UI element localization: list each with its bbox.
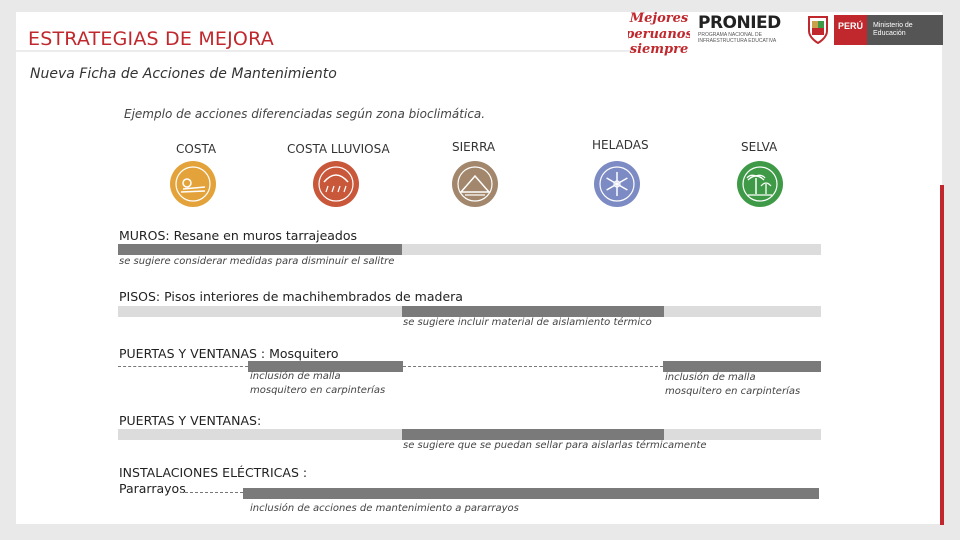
snowflake-icon bbox=[593, 160, 641, 208]
puertas2-note: se sugiere que se puedan sellar para aislarlas térmicamente bbox=[403, 440, 707, 451]
instalaciones-bar-active bbox=[243, 488, 819, 499]
zone-label-heladas: HELADAS bbox=[592, 138, 649, 152]
zone-label-selva: SELVA bbox=[741, 140, 778, 154]
svg-text:siempre: siempre bbox=[629, 42, 689, 56]
example-caption: Ejemplo de acciones diferenciadas según zona bioclimática. bbox=[124, 107, 486, 121]
zone-label-sierra: SIERRA bbox=[452, 140, 496, 154]
pisos-bar-inactive-right bbox=[664, 306, 821, 317]
svg-text:peruanos: peruanos bbox=[628, 27, 690, 42]
pronied-subtitle: PROGRAMA NACIONAL DE INFRAESTRUCTURA EDUCATIVA bbox=[698, 32, 777, 44]
pronied-name: PRONIED bbox=[698, 13, 781, 33]
accent-bar bbox=[940, 185, 944, 525]
puertas1-dash-left bbox=[118, 366, 248, 367]
page-subtitle: Nueva Ficha de Acciones de Mantenimiento bbox=[30, 66, 337, 82]
muros-bar-active bbox=[118, 244, 402, 255]
palm-tree-icon bbox=[736, 160, 784, 208]
pisos-note: se sugiere incluir material de aislamiento térmico bbox=[403, 317, 652, 328]
section-title-instalaciones: INSTALACIONES ELÉCTRICAS : bbox=[119, 465, 308, 480]
header-divider bbox=[16, 50, 636, 52]
minedu-logo bbox=[806, 14, 944, 46]
section-title-pararrayos: Pararrayos bbox=[119, 481, 186, 496]
instalaciones-note: inclusión de acciones de mantenimiento a pararrayos bbox=[250, 503, 519, 514]
mountain-icon bbox=[451, 160, 499, 208]
peru-label: PERÚ bbox=[834, 15, 867, 45]
mejores-peruanos-logo bbox=[628, 8, 690, 56]
section-title-puertas-mosquitero: PUERTAS Y VENTANAS : Mosquitero bbox=[119, 346, 339, 361]
section-title-puertas: PUERTAS Y VENTANAS: bbox=[119, 413, 262, 428]
page-title: ESTRATEGIAS DE MEJORA bbox=[28, 28, 274, 50]
muros-note: se sugiere considerar medidas para disminuir el salitre bbox=[119, 256, 395, 267]
puertas2-bar-inactive-left bbox=[118, 429, 402, 440]
section-title-pisos: PISOS: Pisos interiores de machihembrados de madera bbox=[119, 289, 463, 304]
puertas1-note-right: inclusión de malla mosquitero en carpinterías bbox=[665, 372, 801, 397]
sun-coast-icon bbox=[169, 160, 217, 208]
zone-label-costa-lluviosa: COSTA LLUVIOSA bbox=[287, 142, 390, 156]
pronied-logo bbox=[698, 14, 798, 46]
muros-bar-inactive bbox=[402, 244, 821, 255]
pisos-bar-inactive-left bbox=[118, 306, 402, 317]
instalaciones-dash bbox=[180, 492, 248, 493]
puertas1-note-left: inclusión de malla mosquitero en carpinterías bbox=[250, 371, 386, 396]
section-title-muros: MUROS: Resane en muros tarrajeados bbox=[119, 228, 358, 243]
puertas1-dash-middle bbox=[403, 366, 663, 367]
peru-shield-icon bbox=[806, 15, 830, 45]
rain-coast-icon bbox=[312, 160, 360, 208]
zone-label-costa: COSTA bbox=[176, 142, 217, 156]
mejores-logo-graphic bbox=[628, 8, 690, 56]
svg-text:Mejores: Mejores bbox=[629, 11, 689, 26]
ministerio-label: Ministerio de Educación bbox=[867, 15, 943, 45]
